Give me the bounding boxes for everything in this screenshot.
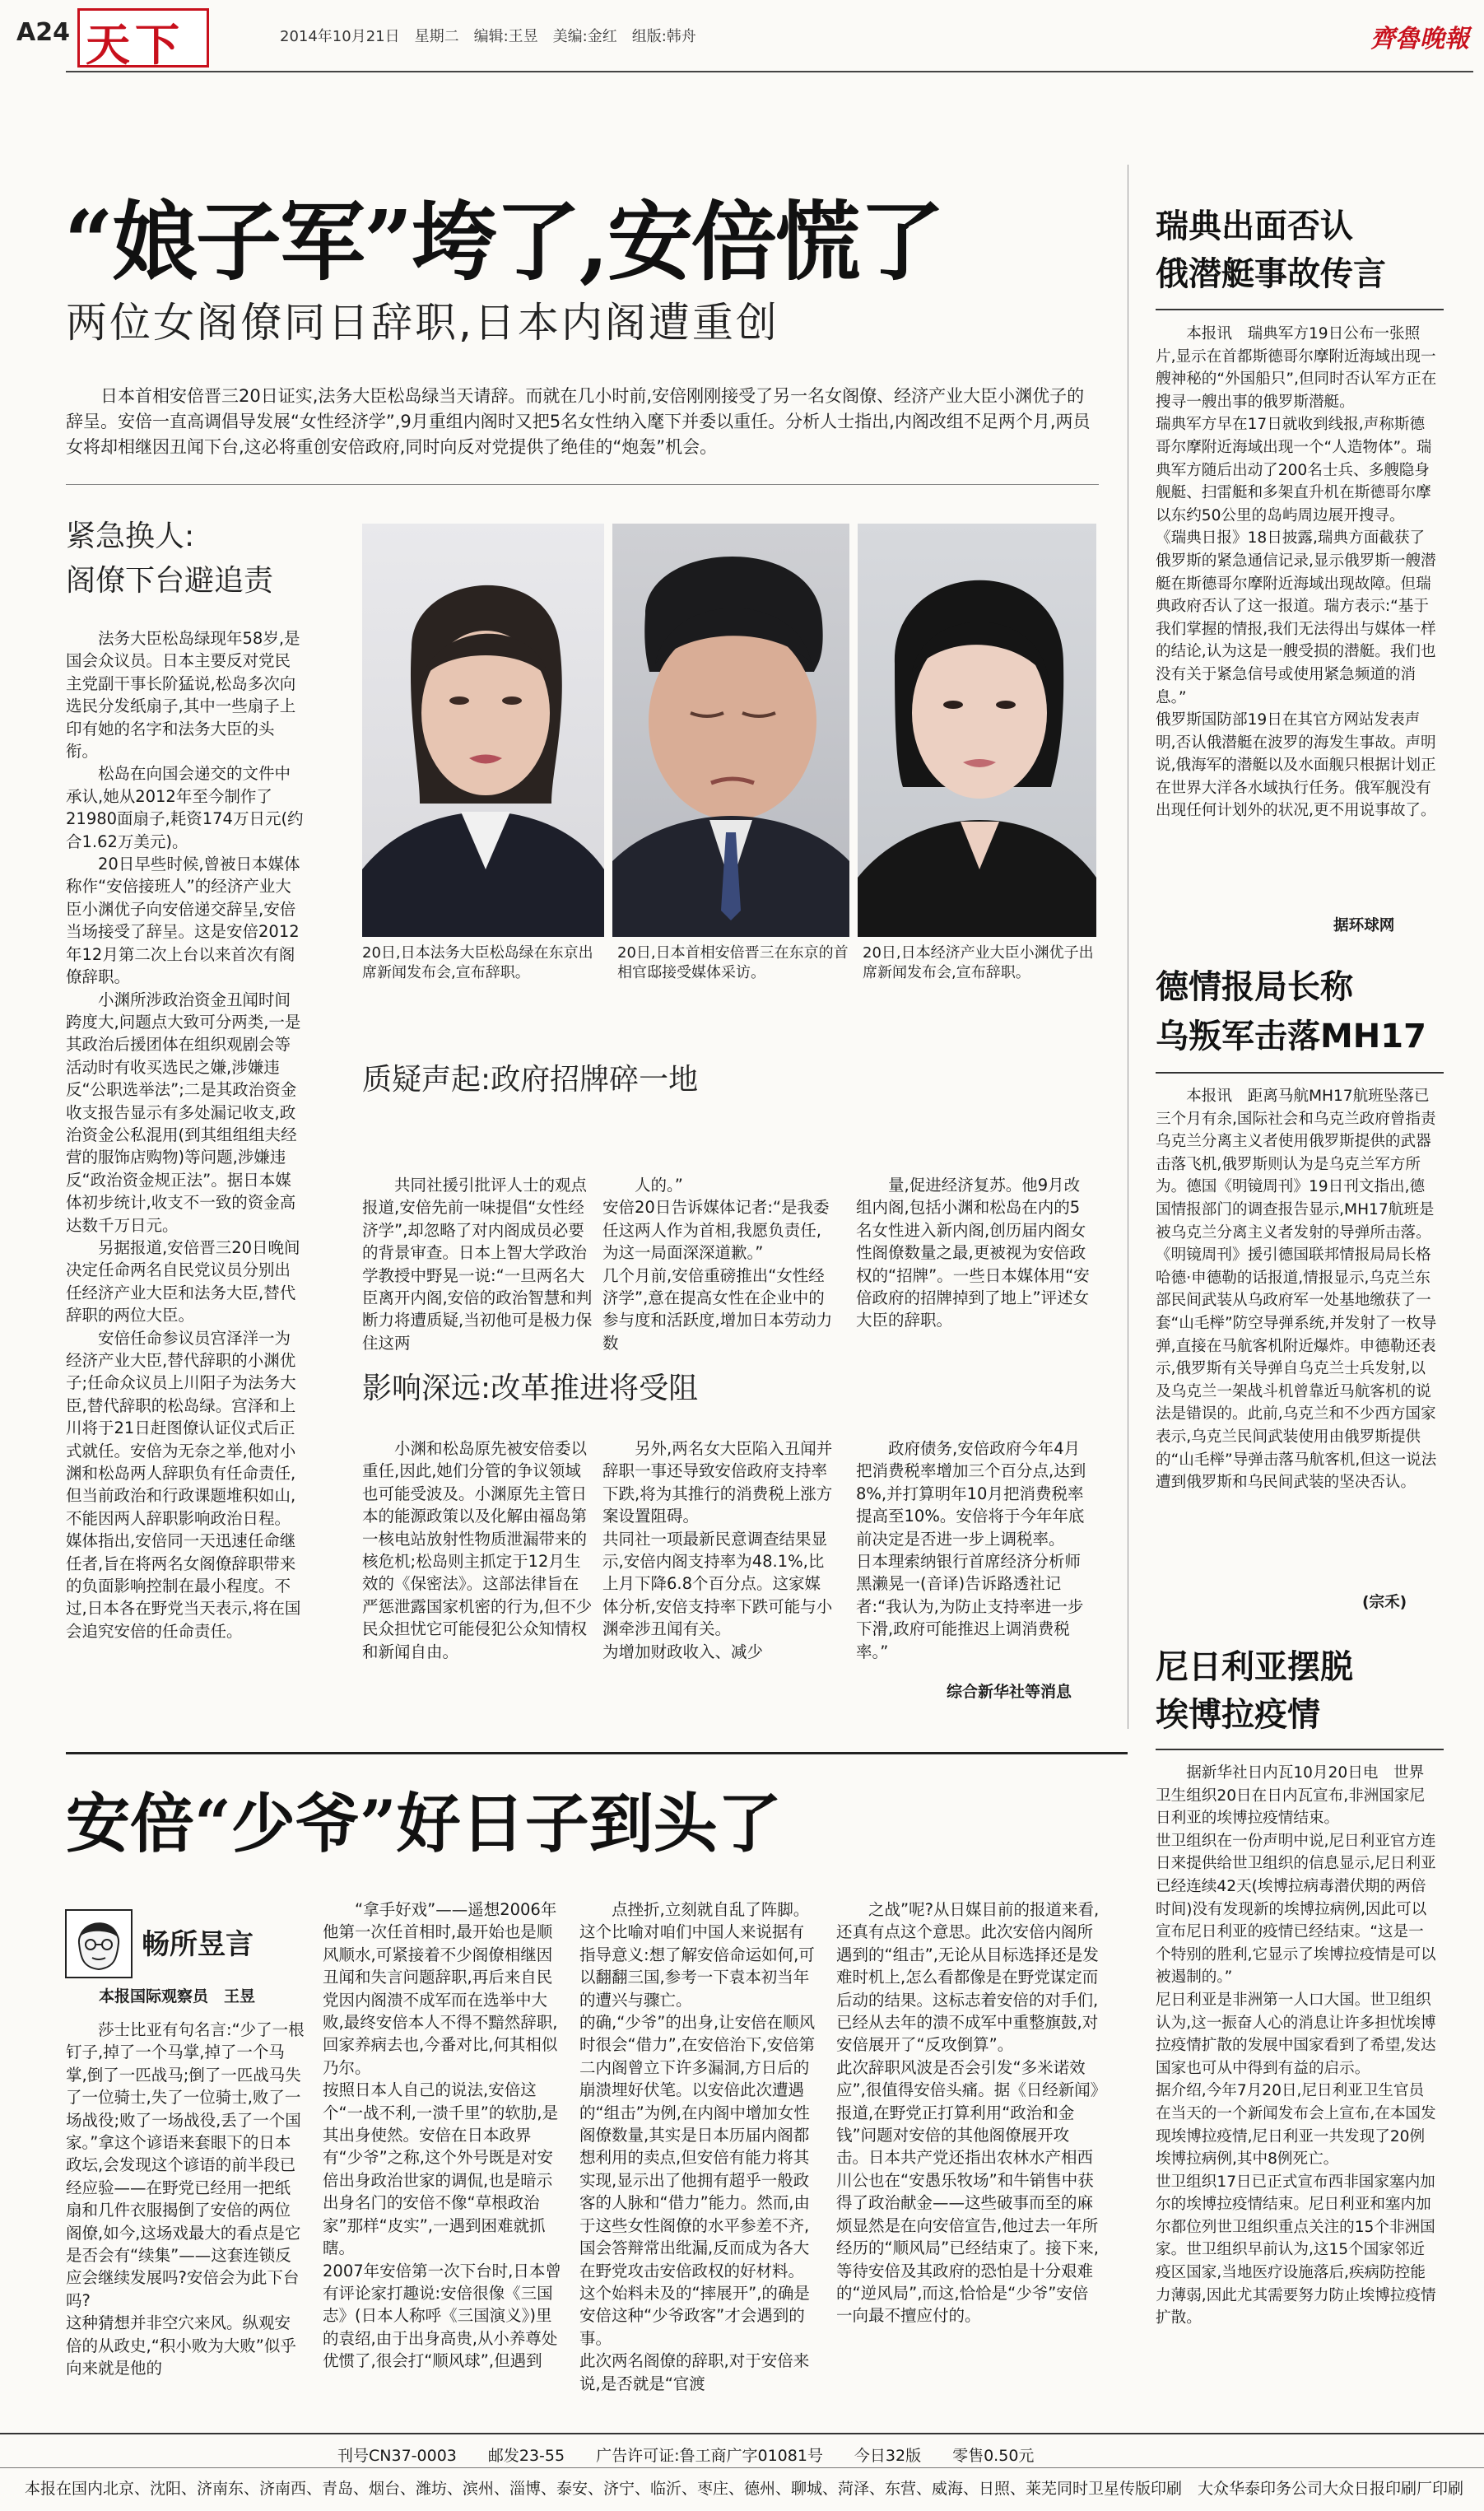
column-headline: 安倍“少爷”好日子到头了 — [66, 1787, 782, 1861]
divider — [1156, 309, 1444, 310]
photo-caption-2: 20日,日本首相安倍晋三在东京的首相官邸接受媒体采访。 — [617, 944, 849, 981]
photo-caption-1: 20日,日本法务大臣松岛绿在东京出席新闻发布会,宣布辞职。 — [362, 944, 593, 981]
column-author: 本报国际观察员 王昱 — [99, 1987, 256, 2006]
sidebar-article2-byline: (宗禾) — [1362, 1594, 1407, 1611]
divider — [66, 484, 1099, 485]
page-number: A24 — [16, 18, 70, 47]
paragraph: 之战”呢?从日媒目前的报道来看,还真有点这个意思。此次安倍内阁所遇到的“组击”,无论从目标选择还是发难时机上,怎么看都像是在野党谋定而后动的结果。这标志着安倍的对手们,已经从去年的溃不成军中重整旗鼓,对安倍展开了“反攻倒算”。 此次辞职风波是否会引发“多米诺效应”,很值得安倍头痛。据《日经新闻》报道,在野党正打算利用“政治和金钱”问题对安倍的其他阁僚展开攻击。日本共产党还指出农林水产相西川公也在“安愚乐牧场”和牛销售中获得了政治献金——这些破事而至的麻烦显然是在向安倍宣告,他过去一年所经历的“顺风局”已经结束了。接下来,等待安倍及其政府的恐怕是十分艰难的“逆风局”,而这,恰恰是“少爷”安倍一向最不擅应付的。 — [836, 1900, 1100, 2326]
section-title: 天下 — [86, 18, 184, 71]
footer-rule — [0, 2433, 1484, 2434]
s3-column-2 — [602, 1437, 835, 1701]
section2-head: 质疑声起:政府招牌碎一地 — [362, 1063, 699, 1097]
section3-head: 影响深远:改革推进将受阻 — [362, 1372, 699, 1405]
paragraph: “拿手好戏”——遥想2006年他第一次任首相时,最开始也是顺风顺水,可紧接着不少阁僚相继因丑闻和失言问题辞职,再后来自民党因内阁溃不成军而在选举中大败,最终安倍本人不得不黯然辞职,回家养病去也,今番对比,何其相似乃尔。 按照日本人自己的说法,安倍这个“一战不利,一溃千里”的软肋,是其出身使然。安倍在日本政界有“少爷”之称,这个外号既是对安倍出身政治世家的调侃,也是暗示出身名门的安倍不像“草根政治家”那样“皮实”,一遇到困难就抓瞎。 2007年安倍第一次下台时,日本曾有评论家打趣说:安倍很像《三国志》(日本人称呼《三国演义》)里的袁绍,由于出身高贵,从小养尊处优惯了,很会打“顺风球”,但遇到 — [323, 1900, 561, 2371]
photo-obuchi — [858, 524, 1096, 937]
s3-column-3 — [856, 1437, 1095, 1684]
column-text-3 — [579, 1898, 818, 2422]
masthead-logo: 齊魯晚報 — [1370, 25, 1469, 54]
s2-column-1 — [362, 1174, 594, 1353]
sidebar-article2-title-line2: 乌叛军击落MH17 — [1156, 1018, 1426, 1055]
footer-rule-2 — [0, 2467, 1484, 2468]
paragraph: 另外,两名女大臣陷入丑闻并辞职一事还导致安倍政府支持率下跌,将为其推行的消费税上涨方案设置阻碍。 共同社一项最新民意调查结果显示,安倍内阁支持率为48.1%,比上月下降6.8个百分点。这家媒体分析,安倍支持率下跌可能与小渊牵涉丑闻有关。 为增加财政收入、减少 — [602, 1439, 833, 1661]
header-meta: 2014年10月21日 星期二 编辑:王昱 美编:金红 组版:韩舟 — [280, 28, 696, 45]
sidebar-article3-title-line2: 埃博拉疫情 — [1156, 1696, 1320, 1734]
column-text-2 — [323, 1898, 561, 2422]
column-text-4 — [836, 1898, 1100, 2422]
paragraph: 小渊所涉政治资金丑闻时间跨度大,问题点大致可分两类,一是其政治后援团体在组织观剧会等活动时有收买选民之嫌,涉嫌违反“公职选举法”;二是其政治资金收支报告显示有多处漏记收支,政治资金公私混用(到其组组组夫经营的服饰店购物)等问题,涉嫌违反“政治资金规正法”。据日本媒体初步统计,收支不一致的资金高达数千万日元。 — [66, 990, 301, 1235]
paragraph: 另据报道,安倍晋三20日晚间决定任命两名自民党议员分别出任经济产业大臣和法务大臣,替代辞职的两位大臣。 — [66, 1237, 300, 1325]
paragraph: 松岛在向国会递交的文件中承认,她从2012年至今制作了21980面扇子,耗资174万日元(约合1.62万美元)。 — [66, 764, 304, 851]
section1-head-line1: 紧急换人: — [66, 519, 195, 553]
section1-head-line2: 阁僚下台避追责 — [66, 564, 274, 598]
header-rule — [66, 71, 1473, 72]
article-column-1 — [66, 627, 305, 1726]
photo-matsushima — [362, 524, 604, 937]
footer-publication-info: 刊号CN37-0003 邮发23-55 广告许可证:鲁工商广字01081号 今日32版 零售0.50元 — [337, 2447, 1035, 2465]
footer-print-info: 本报在国内北京、沈阳、济南东、济南西、青岛、烟台、潍坊、滨州、淄博、泰安、济宁、临沂、枣庄、德州、聊城、菏泽、东营、威海、日照、莱芜同时卫星传版印刷 大众华泰印务公司大众日报印刷厂印刷 — [25, 2480, 1464, 2498]
paragraph: 安倍任命参议员宫泽洋一为经济产业大臣,替代辞职的小渊优子;任命众议员上川阳子为法务大臣,替代辞职的松岛绿。宫泽和上川将于21日赶图僚认证仪式后正式就任。安倍为无奈之举,他对小渊和松岛两人辞职负有任命责任,但当前政治和行政课题堆积如山,不能因两人辞职影响政治日程。媒体指出,安倍同一天迅速任命继任者,旨在将两名女阁僚辞职带来的负面影响控制在最小程度。不过,日本各在野党当天表示,将在国会追究安倍的任命责任。 — [66, 1328, 301, 1641]
paragraph: 共同社援引批评人士的观点报道,安倍先前一味提倡“女性经济学”,却忽略了对内阁成员必要的背景审查。日本上智大学政治学教授中野晃一说:“一旦两名大臣离开内阁,安倍的政治智慧和判断力将遭质疑,当初他可是极力保住这两 — [362, 1176, 593, 1353]
paragraph: 法务大臣松岛绿现年58岁,是国会众议员。日本主要反对党民主党副干事长阶猛说,松岛多次向选民分发纸扇子,其中一些扇子上印有她的名字和法务大臣的头衔。 — [66, 629, 300, 762]
sidebar-article2-text: 本报讯 距离马航MH17航班坠落已三个月有余,国际社会和乌克兰政府曾指责乌克兰分离主义者使用俄罗斯提供的武器击落飞机,俄罗斯则认为是乌克兰军方所为。德国《明镜周刊》19日刊文指出,德国情报部门的调查报告显示,MH17航班是被乌克兰分离主义者发射的导弹所击落。 《明镜周刊》援引德国联邦情报局局长格哈德·申德勒的话报道,情报显示,乌克兰东部民间武装从乌政府军一处基地缴获了一套“山毛榉”防空导弹系统,并发射了一枚导弹,直接在马航客机附近爆炸。申德勒还表示,俄罗斯有关导弹自乌克兰士兵发射,以及乌克兰一架战斗机曾靠近马航客机的说法是错误的。此前,乌克兰和不少西方国家表示,乌克兰民间武装使用由俄罗斯提供的“山毛榉”导弹击落马航客机,但这一说法遭到俄罗斯和乌民间武装的坚决否认。 — [1156, 1088, 1437, 1492]
headline: “娘子军”垮了,安倍慌了 — [64, 191, 943, 292]
author-portrait-icon — [66, 1910, 132, 1978]
lede-paragraph: 日本首相安倍晋三20日证实,法务大臣松岛绿当天请辞。而就在几小时前,安倍刚刚接受了另一名女阁僚、经济产业大臣小渊优子的辞呈。安倍一直高调倡导发展“女性经济学”,9月重组内阁时又把5名女性纳入麾下并委以重任。分析人士指出,内阁改组不足两个月,两员女将却相继因丑闻下台,这必将重创安倍政府,同时向反对党提供了绝佳的“炮轰”机会。 — [66, 386, 1091, 457]
divider — [1156, 1072, 1444, 1074]
divider — [1156, 1749, 1444, 1750]
s3-column-1 — [362, 1437, 594, 1701]
s2-column-3 — [856, 1174, 1095, 1339]
article-byline: 综合新华社等消息 — [947, 1683, 1072, 1701]
subheadline: 两位女阁僚同日辞职,日本内阁遭重创 — [66, 299, 779, 347]
photo-abe — [612, 524, 849, 937]
sidebar-article1-title-line1: 瑞典出面否认 — [1156, 207, 1353, 245]
sidebar-article3-title-line1: 尼日利亚摆脱 — [1156, 1648, 1353, 1686]
paragraph: 量,促进经济复苏。他9月改组内阁,包括小渊和松岛在内的5名女性进入新内阁,创历届内阁女性阁僚数量之最,更被视为安倍政权的“招牌”。一些日本媒体用“安倍政府的招牌掉到了地上”评述女大臣的辞职。 — [856, 1176, 1090, 1330]
paragraph: 人的。” 安倍20日告诉媒体记者:“是我委任这两人作为首相,我愿负责任,为这一局面深深道歉。” 几个月前,安倍重磅推出“女性经济学”,意在提高女性在企业中的参与度和活跃度,增加日本劳动力数 — [602, 1176, 833, 1353]
sidebar-article2-title-line1: 德情报局长称 — [1156, 968, 1353, 1006]
column-logo — [66, 1910, 305, 1978]
paragraph: 点挫折,立刻就自乱了阵脚。这个比喻对咱们中国人来说据有指导意义:想了解安倍命运如何,可以翻翻三国,参考一下袁本初当年的遭兴与骤亡。 的确,“少爷”的出身,让安倍在顺风时很会“借力”,在安倍治下,安倍第二内阁曾立下许多漏洞,方日后的崩溃埋好伏笔。以安倍此次遭遇的“组击”为例,在内阁中增加女性阁僚数量,其实是日本历届内阁都想利用的卖点,但安倍有能力将其实现,显示出了他拥有超乎一般政客的人脉和“借力”能力。然而,由于这些女性阁僚的水平参差不齐,国会答辩常出纰漏,反而成为各大在野党攻击安倍政权的好材料。这个始料未及的“摔展开”,的确是安倍这种“少爷政客”才会遇到的事。 此次两名阁僚的辞职,对于安倍来说,是否就是“官渡 — [579, 1900, 816, 2393]
paragraph: 20日早些时候,曾被日本媒体称作“安倍接班人”的经济产业大臣小渊优子向安倍递交辞呈,安倍当场接受了辞呈。这是安倍2012年12月第二次上台以来首次有阁僚辞职。 — [66, 855, 300, 987]
sidebar-article1-byline: 据环球网 — [1333, 917, 1395, 934]
sidebar-article1-title-line2: 俄潜艇事故传言 — [1156, 255, 1386, 293]
paragraph: 小渊和松岛原先被安倍委以重任,因此,她们分管的争议领域也可能受波及。小渊原先主管日本的能源政策以及化解由福岛第一核电站放射性物质泄漏带来的核危机;松岛则主抓定于12月生效的《保密法》。这部法律旨在严惩泄露国家机密的行为,但不少民众担忧它可能侵犯公众知情权和新闻自由。 — [362, 1439, 593, 1661]
paragraph: 莎士比亚有句名言:“少了一根钉子,掉了一个马掌,掉了一个马掌,倒了一匹战马;倒了一匹战马失了一位骑士,失了一位骑士,败了一场战役;败了一场战役,丢了一个国家。”拿这个谚语来套眼下的日本政坛,会发现这个谚语的前半段已经应验——在野党已经用一把纸扇和几件衣服揭倒了安倍的两位阁僚,如今,这场戏最大的看点是它是否会有“续集”——这套连锁反应会继续发展吗?安倍会为此下台吗? 这种猜想并非空穴来风。纵观安倍的从政史,“积小败为大败”似乎向来就是他的 — [66, 2020, 305, 2378]
column-logo-text: 畅所昱言 — [142, 1928, 254, 1961]
photo-caption-3: 20日,日本经济产业大臣小渊优子出席新闻发布会,宣布辞职。 — [863, 944, 1094, 981]
sidebar-article3-text: 据新华社日内瓦10月20日电 世界卫生组织20日在日内瓦宣布,非洲国家尼日利亚的埃博拉疫情结束。 世卫组织在一份声明中说,尼日利亚官方连日来提供给世卫组织的信息显示,尼日利亚已经连续42天(埃博拉病毒潜伏期的两倍时间)没有发现新的埃博拉病例,因此可以宣布尼日利亚的疫情已经结束。“这是一个特别的胜利,它显示了埃博拉疫情是可以被遏制的。” 尼日利亚是非洲第一人口大国。世卫组织认为,这一振奋人心的消息让许多担忧埃博拉疫情扩散的发展中国家看到了希望,发达国家也可从中得到有益的启示。 据介绍,今年7月20日,尼日利亚卫生官员在当天的一个新闻发布会上宣布,在本国发现埃博拉疫情,尼日利亚一共发现了20例埃博拉病例,其中8例死亡。 世卫组织17日已正式宣布西非国家塞内加尔的埃博拉疫情结束。尼日利亚和塞内加尔都位列世卫组织重点关注的15个非洲国家。世卫组织早前认为,这15个国家邻近疫区国家,当地医疗设施落后,疾病防控能力薄弱,因此尤其需要努力防止埃博拉疫情扩散。 — [1156, 1764, 1436, 2327]
section-rule — [66, 1752, 1128, 1754]
column-text-1 — [66, 2019, 305, 2422]
paragraph: 政府债务,安倍政府今年4月把消费税率增加三个百分点,达到8%,并打算明年10月把消费税率提高至10%。安倍将于今年年底前决定是否进一步上调税率。 日本理索纳银行首席经济分析师黑濑晃一(音译)告诉路透社记者:“我认为,为防止支持率进一步下滑,政府可能推迟上调消费税率。” — [856, 1439, 1086, 1661]
sidebar-article1-text: 本报讯 瑞典军方19日公布一张照片,显示在首都斯德哥尔摩附近海域出现一艘神秘的“外国船只”,但同时否认军方正在搜寻一艘出事的俄罗斯潜艇。 瑞典军方早在17日就收到线报,声称斯德哥尔摩附近海域出现一个“人造物体”。瑞典军方随后出动了200名士兵、多艘隐身舰艇、扫雷艇和多架直升机在斯德哥尔摩以东约50公里的岛屿周边展开搜寻。 《瑞典日报》18日披露,瑞典方面截获了俄罗斯的紧急通信记录,显示俄罗斯一艘潜艇在斯德哥尔摩附近海域出现故障。但瑞典政府否认了这一报道。瑞方表示:“基于我们掌握的情报,我们无法得出与媒体一样的结论,认为这是一艘受损的潜艇。我们也没有关于紧急信号或使用紧急频道的消息。” 俄罗斯国防部19日在其官方网站发表声明,否认俄潜艇在波罗的海发生事故。声明说,俄海军的潜艇以及水面舰只根据计划正在世界大洋各水域执行任务。俄军舰没有出现任何计划外的状况,更不用说事故了。 — [1156, 325, 1437, 820]
s2-column-2 — [602, 1174, 835, 1353]
